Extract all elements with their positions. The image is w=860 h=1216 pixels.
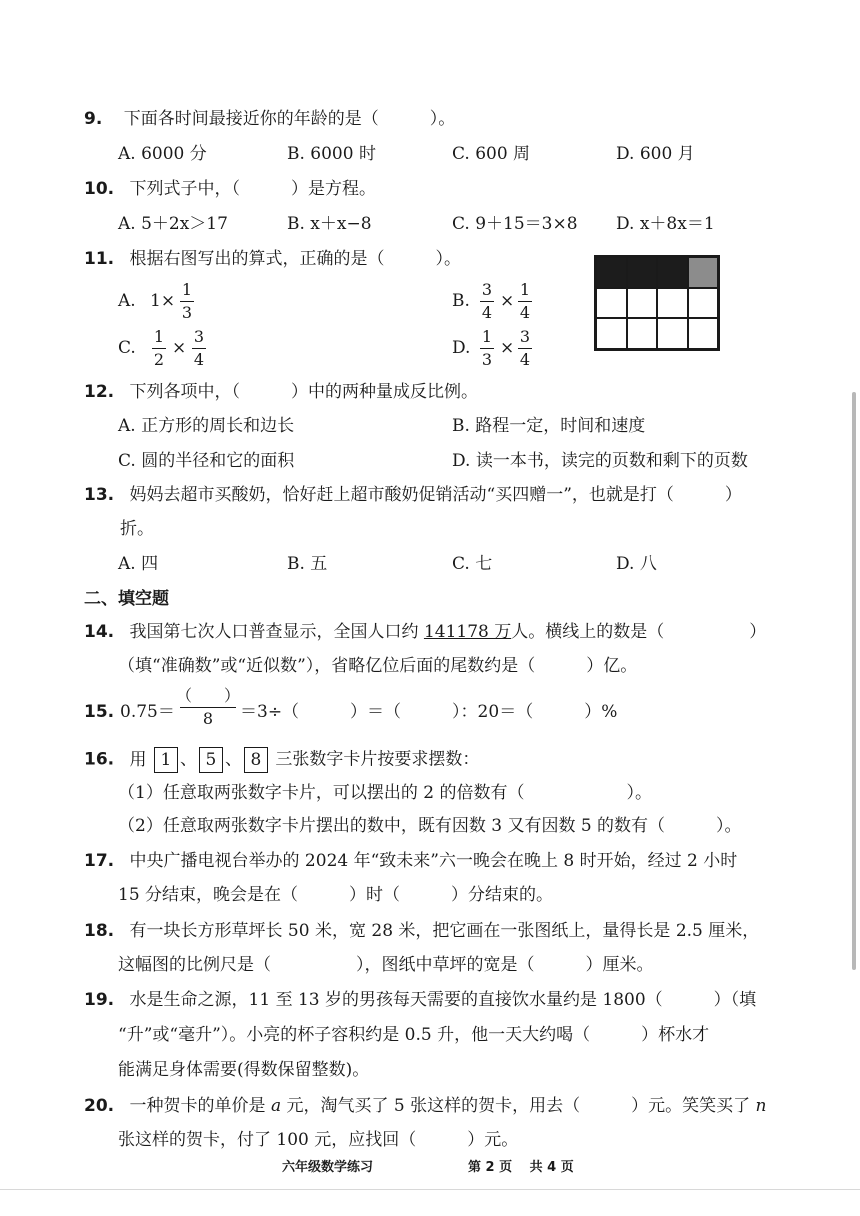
question-12 (84, 381, 478, 403)
grid-cell-white (627, 288, 658, 319)
page-bottom-divider (0, 1189, 860, 1190)
question-19-line2: “升”或“毫升”）。小亮的杯子容积约是 0.5 升，他一天大约喝（ ）杯水才 (118, 1025, 710, 1045)
option-b: B. 路程一定，时间和速度 (452, 416, 646, 436)
option-d-label: D. (452, 338, 471, 358)
grid-cell-dark (657, 257, 688, 288)
equation-tail: ＝3÷（ ）＝（ ）：20＝（ ）% (240, 702, 618, 722)
question-stem-tail: 三张数字卡片按要求摆数： (275, 749, 480, 770)
shaded-grid-figure (594, 255, 720, 351)
grid-cell-gray (688, 257, 719, 288)
question-number: 16. (84, 749, 115, 770)
fraction-denominator: 4 (193, 350, 205, 369)
fraction-bar (152, 348, 166, 349)
question-stem-tail: 人。横线上的数是（ ） (511, 622, 767, 642)
option-a-whole: 1× (150, 291, 176, 311)
equation-lead: 0.75＝ (120, 702, 175, 722)
fraction-numerator: 3 (519, 327, 531, 346)
question-20-line2: 张这样的贺卡，付了 100 元，应找回（ ）元。 (118, 1130, 519, 1150)
question-14 (84, 621, 766, 643)
question-stem: 下列式子中，（ ）是方程。 (129, 179, 377, 199)
grid-cell-white (688, 288, 719, 319)
option-c-label: C. (118, 338, 136, 358)
question-number: 9. (84, 109, 103, 129)
option-a-label: A. (118, 291, 136, 311)
question-number: 10. (84, 179, 115, 199)
question-stem-mid: 元，淘气买了 5 张这样的贺卡，用去（ ）元。笑笑买了 (281, 1096, 756, 1116)
footer-page-number: 第 2 页 共 4 页 (468, 1160, 574, 1175)
question-stem: 下面各时间最接近你的年龄的是（ ）。 (123, 109, 456, 129)
fraction-numerator-blank: （ ） (176, 686, 241, 705)
fraction-bar (480, 301, 494, 302)
option-a: A. 5＋2x＞17 (118, 214, 228, 234)
fraction-one-third (480, 327, 494, 370)
grid-cell-white (657, 288, 688, 319)
question-number: 15. (84, 702, 115, 722)
question-stem: 一种贺卡的单价是 (129, 1096, 271, 1116)
option-c: C. 圆的半径和它的面积 (118, 451, 295, 471)
underlined-number: 141178 万 (423, 622, 512, 642)
sub-question-1: （1）任意取两张数字卡片，可以摆出的 2 的倍数有（ ）。 (118, 783, 652, 803)
question-stem: 妈妈去超市买酸奶，恰好赶上超市酸奶促销活动“买四赠一”，也就是打（ ） (129, 485, 742, 505)
question-number: 14. (84, 622, 115, 642)
question-18-line2: 这幅图的比例尺是（ ），图纸中草坪的宽是（ ）厘米。 (118, 955, 654, 975)
fraction-bar (518, 348, 532, 349)
vertical-scrollbar[interactable] (852, 392, 856, 970)
question-14-line2: （填“准确数”或“近似数”），省略亿位后面的尾数约是（ ）亿。 (118, 656, 638, 676)
fraction-denominator: 3 (481, 350, 493, 369)
fraction-denominator: 4 (481, 303, 493, 322)
variable-n: n (755, 1096, 767, 1116)
fraction-bar (518, 301, 532, 302)
question-number: 20. (84, 1096, 115, 1116)
question-stem: 根据右图写出的算式，正确的是（ ）。 (129, 249, 462, 269)
footer-title: 六年级数学练习 (282, 1160, 374, 1175)
fraction-denominator: 2 (153, 350, 165, 369)
option-c: C. 600 周 (452, 144, 531, 164)
question-number: 18. (84, 921, 115, 941)
question-16 (84, 747, 479, 773)
separator: 、 (224, 749, 242, 770)
fraction-bar (192, 348, 206, 349)
question-19 (84, 989, 756, 1011)
fraction-bar (480, 348, 494, 349)
question-17-line2: 15 分结束，晚会是在（ ）时（ ）分结束的。 (118, 885, 554, 905)
option-b: B. 五 (287, 554, 328, 574)
option-a: A. 正方形的周长和边长 (118, 416, 295, 436)
fraction-numerator: 1 (481, 327, 493, 346)
fraction-denominator: 4 (519, 303, 531, 322)
times-sign: × (500, 338, 515, 358)
digit-card-8: 8 (244, 747, 268, 773)
sub-question-2: （2）任意取两张数字卡片摆出的数中，既有因数 3 又有因数 5 的数有（ ）。 (118, 816, 742, 836)
option-a: A. 四 (118, 554, 159, 574)
grid-cell-dark (627, 257, 658, 288)
question-number: 11. (84, 249, 115, 269)
fraction-denominator: 8 (202, 709, 214, 728)
option-d: D. x＋8x＝1 (616, 214, 715, 234)
option-d: D. 读一本书，读完的页数和剩下的页数 (452, 451, 748, 471)
question-20 (84, 1095, 766, 1117)
question-stem: 水是生命之源，11 至 13 岁的男孩每天需要的直接饮水量约是 1800（ ）（填 (129, 990, 757, 1010)
fraction-bar (180, 707, 236, 708)
fraction-one-quarter (518, 280, 532, 323)
question-stem: 中央广播电视台举办的 2024 年“致未来”六一晚会在晚上 8 时开始，经过 2 小时 (129, 851, 738, 871)
fraction-numerator: 3 (193, 327, 205, 346)
fraction-denominator: 3 (181, 303, 193, 322)
digit-card-5: 5 (199, 747, 223, 773)
question-19-line3: 能满足身体需要(得数保留整数)。 (118, 1060, 370, 1080)
digit-card-1: 1 (154, 747, 178, 773)
question-15-number (84, 701, 114, 723)
fraction-numerator: 1 (181, 280, 193, 299)
grid-cell-white (596, 288, 627, 319)
grid-cell-white (627, 318, 658, 349)
grid-cell-white (596, 318, 627, 349)
section-heading: 二、填空题 (84, 589, 169, 609)
question-number: 13. (84, 485, 115, 505)
fraction-one-half (152, 327, 166, 370)
question-stem: 下列各项中，（ ）中的两种量成反比例。 (129, 382, 479, 402)
fraction-three-quarters (192, 327, 206, 370)
question-10 (84, 178, 376, 200)
option-c: C. 七 (452, 554, 493, 574)
fraction-one-third (180, 280, 194, 323)
times-sign: × (172, 338, 187, 358)
question-13 (84, 484, 742, 506)
blank-fraction (176, 686, 240, 729)
question-number: 19. (84, 990, 115, 1010)
option-b-label: B. (452, 291, 470, 311)
option-d: D. 八 (616, 554, 657, 574)
question-stem: 用 (129, 749, 147, 770)
separator: 、 (179, 749, 197, 770)
fraction-numerator: 1 (519, 280, 531, 299)
question-11 (84, 248, 461, 270)
option-b: B. 6000 时 (287, 144, 376, 164)
question-18 (84, 920, 759, 942)
question-9 (84, 108, 455, 130)
question-17 (84, 850, 737, 872)
fraction-denominator: 4 (519, 350, 531, 369)
question-stem: 我国第七次人口普查显示，全国人口约 (129, 622, 424, 642)
grid-cell-white (657, 318, 688, 349)
question-number: 12. (84, 382, 115, 402)
question-stem: 有一块长方形草坪长 50 米，宽 28 米，把它画在一张图纸上，量得长是 2.5 厘米， (129, 921, 760, 941)
option-a: A. 6000 分 (118, 144, 207, 164)
option-d: D. 600 月 (616, 144, 695, 164)
option-c: C. 9＋15＝3×8 (452, 214, 578, 234)
question-stem-continued: 折。 (120, 519, 154, 539)
fraction-numerator: 1 (153, 327, 165, 346)
variable-a: a (270, 1096, 282, 1116)
fraction-bar (180, 301, 194, 302)
fraction-three-quarters (518, 327, 532, 370)
fraction-numerator: 3 (481, 280, 493, 299)
times-sign: × (500, 291, 515, 311)
fraction-three-quarters (480, 280, 494, 323)
option-b: B. x＋x−8 (287, 214, 372, 234)
grid-cell-white (688, 318, 719, 349)
question-number: 17. (84, 851, 115, 871)
grid-cell-dark (596, 257, 627, 288)
